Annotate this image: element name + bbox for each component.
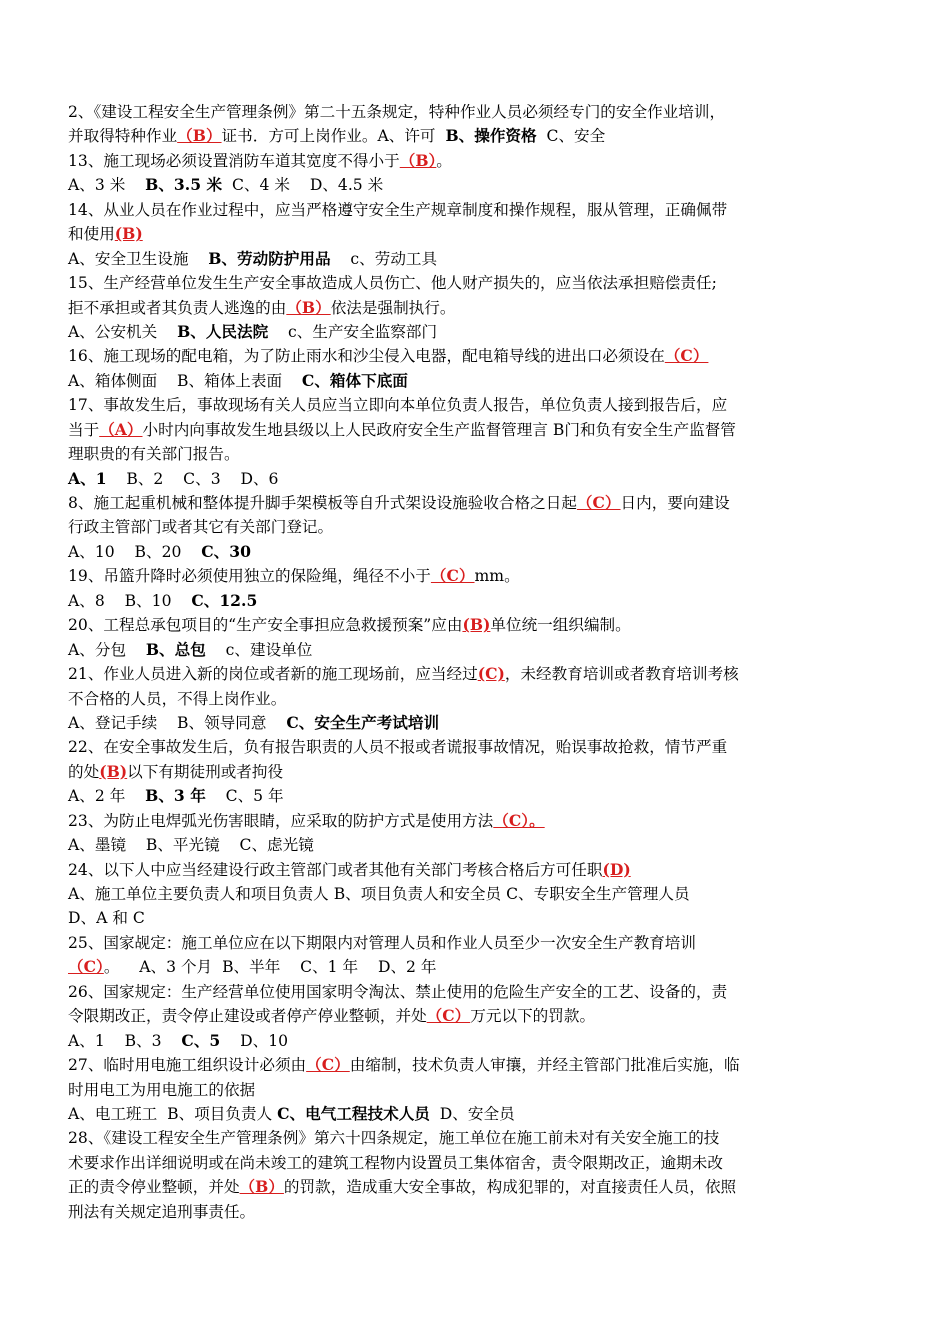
text-line: [68, 662, 883, 686]
text-line: [68, 369, 883, 393]
line-text: 21、作业人员进入新的岗位或者新的施工现场前，应当经过: [68, 665, 478, 684]
text-line: [68, 1175, 883, 1199]
text-line: [68, 100, 883, 124]
line-text: 8、施工起重机械和整体提升脚手架模板等自升式架设设施验收合格之日起: [68, 494, 577, 512]
line-text: 26、国家规定：生产经营单位使用国家明令淘汰、禁止使用的危险生产安全的工艺、设备的，责: [68, 982, 728, 1001]
line-text: 令限期改正，责令停止建设或者停产停业整顿，并处: [68, 1007, 427, 1026]
text-line: [68, 442, 883, 466]
answer-mark: （B）: [177, 126, 222, 146]
line-text: 单位统一组织编制。: [490, 616, 631, 635]
answer-mark: （C）: [68, 957, 104, 977]
question-block: [68, 100, 883, 149]
line-text: 理职贵的有关部门报告。: [68, 445, 240, 464]
answer-mark: （C）: [430, 566, 475, 586]
line-text: A、安全卫生设施: [68, 249, 209, 268]
text-line: [68, 198, 883, 222]
line-text: 27、临时用电施工组织设计必须由: [68, 1056, 307, 1075]
line-text: 的罚款，造成重大安全事故，构成犯罪的，对直接责任人员，依照: [283, 1178, 737, 1197]
answer-mark: （B）: [286, 297, 331, 317]
document-page: [68, 100, 883, 1224]
question-block: [68, 858, 883, 931]
line-text: 25、国家觇定：施工单位应在以下期限内对管理人员和作业人员至少一次安全生产教育培训: [68, 933, 696, 952]
text-line: [68, 980, 883, 1004]
line-text: A、1 B、3: [68, 1031, 182, 1050]
text-line: [68, 589, 883, 613]
text-line: [68, 515, 883, 539]
line-text: 。 A、3 个月 B、半年 C、1 年 D、2 年: [103, 958, 437, 977]
question-block: [68, 344, 883, 393]
line-text: 依法是强制执行。: [330, 298, 456, 317]
line-text: c、生产安全监察部门: [268, 322, 438, 341]
correct-option: A、1: [68, 468, 107, 488]
text-line: [68, 467, 883, 491]
line-text: 日内，要向建设: [620, 494, 730, 512]
line-text: c、劳动工具: [330, 249, 438, 268]
answer-mark: （C）: [426, 1006, 471, 1026]
text-line: [68, 393, 883, 417]
text-line: [68, 491, 883, 515]
text-line: [68, 320, 883, 344]
answer-mark: (B): [114, 224, 143, 244]
line-text: 。: [436, 151, 452, 170]
correct-option: C、安全生产考试培训: [286, 712, 440, 732]
text-line: [68, 222, 883, 246]
text-line: [68, 149, 883, 173]
line-text: B、2 C、3 D、6: [106, 469, 279, 488]
text-line: [68, 1200, 883, 1224]
text-line: [68, 418, 883, 442]
line-text: 行政主管部门或者其它有关部门登记。: [68, 518, 334, 537]
answer-mark: (B): [99, 761, 128, 781]
correct-option: C、12.5: [191, 590, 258, 610]
correct-option: C、30: [201, 541, 251, 561]
line-text: 14、从业人员在作业过程中，应当严格遵守安全生产规章制度和操作规程，服从管理，正确佩带: [68, 200, 728, 219]
text-line: [68, 1053, 883, 1077]
line-text: 19、吊篮升降时必须使用独立的保险绳，绳径不小于: [68, 567, 431, 586]
line-text: 刑法有关规定追刑事责任。: [68, 1202, 256, 1221]
text-line: [68, 760, 883, 784]
text-line: [68, 564, 883, 588]
answer-mark: （B）: [399, 150, 437, 170]
text-line: [68, 1151, 883, 1175]
line-text: A、分包: [68, 640, 146, 659]
line-text: A、箱体侧面 B、箱体上表面: [68, 371, 302, 390]
correct-option: B、3.5 米: [145, 175, 223, 195]
answer-mark: （C）。: [493, 810, 545, 830]
line-text: D、10: [220, 1031, 289, 1050]
answer-mark: （C）: [576, 493, 621, 512]
line-text: 13、施工现场必须设置消防车道其宽度不得小于: [68, 151, 400, 170]
correct-option: B、人民法院: [177, 321, 269, 341]
correct-option: C、5: [181, 1030, 221, 1050]
text-line: [68, 1102, 883, 1126]
text-line: [68, 906, 883, 930]
text-line: [68, 1004, 883, 1028]
line-text: 并取得特种作业: [68, 127, 178, 146]
text-line: [68, 124, 883, 148]
line-text: 由缩制，技术负责人审攘，并经主管部门批准后实施，临: [349, 1056, 740, 1075]
text-line: [68, 955, 883, 979]
question-block: [68, 491, 883, 564]
line-text: 小时内向事故发生地县级以上人民政府安全生产监督管理言 B门和负有安全生产监督管: [142, 420, 736, 439]
question-block: [68, 735, 883, 808]
question-block: [68, 149, 883, 198]
question-block: [68, 1126, 883, 1224]
line-text: A、公安机关: [68, 322, 178, 341]
text-line: [68, 1078, 883, 1102]
line-text: 万元以下的罚款。: [470, 1007, 596, 1026]
text-line: [68, 271, 883, 295]
question-block: [68, 613, 883, 662]
text-line: [68, 540, 883, 564]
correct-option: B、操作资格: [445, 126, 537, 146]
line-text: A、墨镜 B、平光镜 C、虑光镜: [68, 836, 314, 855]
line-text: 证书．方可上岗作业。A、许可: [221, 127, 446, 146]
answer-mark: (C): [477, 664, 505, 684]
text-line: [68, 735, 883, 759]
question-block: [68, 662, 883, 735]
line-text: 当于: [68, 420, 100, 439]
line-text: 不合格的人员，不得上岗作业。: [68, 689, 287, 708]
line-text: A、施工单位主要负责人和项目负责人 B、项目负责人和安全员 C、专职安全生产管理人员: [68, 885, 690, 903]
line-text: 24、以下人中应当经建设行政主管部门或者其他有关部门考核合格后方可任职: [68, 860, 603, 879]
line-text: 的处: [68, 762, 100, 781]
question-block: [68, 1053, 883, 1126]
correct-option: B、3 年: [145, 786, 206, 806]
line-text: c、建设单位: [205, 640, 313, 659]
text-line: [68, 344, 883, 368]
line-text: 20、工程总承包项目的“生产安全事担应急救援预案”应由: [68, 616, 463, 635]
text-line: [68, 613, 883, 637]
line-text: 拒不承担或者其负责人逃逸的由: [68, 298, 287, 317]
text-line: [68, 711, 883, 735]
line-text: C、安全: [536, 127, 606, 146]
line-text: 16、施工现场的配电箱，为了防止雨水和沙尘侵入电器，配电箱导线的进出口必须设在: [68, 347, 665, 366]
line-text: ，未经教育培训或者教育培训考核: [504, 665, 739, 684]
answer-mark: （C）: [306, 1055, 350, 1075]
question-block: [68, 271, 883, 344]
answer-mark: （C）: [664, 346, 709, 366]
line-text: 17、事故发生后，事故现场有关人员应当立即向本单位负责人报告，单位负责人接到报告后，应: [68, 396, 728, 415]
line-text: D、安全员: [429, 1104, 515, 1123]
line-text: A、10 B、20: [68, 542, 202, 561]
text-line: [68, 1126, 883, 1150]
line-text: 15、生产经营单位发生生产安全事故造成人员伤亡、他人财产损失的，应当依法承担赔偿责任;: [68, 274, 717, 293]
text-line: [68, 784, 883, 808]
line-text: 术要求作出详细说明或在尚未竣工的建筑工程物内设置员工集体宿舍，责令限期改正，逾期未改: [68, 1153, 723, 1172]
line-text: 正的责令停业整顿，并处: [68, 1178, 240, 1197]
line-text: 和使用: [68, 225, 115, 244]
text-line: [68, 687, 883, 711]
question-block: [68, 564, 883, 613]
question-block: [68, 198, 883, 271]
line-text: 以下有期徒刑或者拘役: [127, 762, 284, 781]
line-text: A、3 米: [68, 176, 146, 195]
text-line: [68, 833, 883, 857]
line-text: 23、为防止电焊弧光伤害眼睛，应采取的防护方式是使用方法: [68, 811, 494, 830]
text-line: [68, 247, 883, 271]
question-block: [68, 809, 883, 858]
text-line: [68, 1029, 883, 1053]
correct-option: C、箱体下底面: [301, 370, 408, 390]
correct-option: C、电气工程技术人员: [277, 1103, 430, 1123]
correct-option: B、总包: [145, 639, 206, 659]
line-text: A、电工班工 B、项目负责人: [68, 1104, 278, 1123]
answer-mark: （A）: [99, 419, 143, 439]
line-text: 时用电工为用电施工的依据: [68, 1080, 256, 1099]
text-line: [68, 858, 883, 882]
line-text: A、8 B、10: [68, 591, 192, 610]
text-line: [68, 173, 883, 197]
text-line: [68, 809, 883, 833]
line-text: A、登记手续 B、领导同意: [68, 713, 287, 732]
question-block: [68, 393, 883, 491]
line-text: D、A 和 C: [68, 909, 145, 928]
text-line: [68, 296, 883, 320]
line-text: mm。: [474, 567, 520, 586]
line-text: A、2 年: [68, 787, 146, 806]
question-block: [68, 980, 883, 1053]
text-line: [68, 638, 883, 662]
answer-mark: （B）: [239, 1177, 284, 1197]
line-text: C、4 米 D、4.5 米: [222, 176, 384, 195]
line-text: C、5 年: [205, 787, 284, 806]
question-block: [68, 931, 883, 980]
answer-mark: (D): [602, 859, 631, 879]
line-text: 22、在安全事故发生后，负有报告职责的人员不报或者谎报事故情况，贻误事故抢救，情节严重: [68, 738, 728, 757]
text-line: [68, 931, 883, 955]
correct-option: B、劳动防护用品: [208, 248, 331, 268]
line-text: 2、《建设工程安全生产管理条例》第二十五条规定，特种作业人员必须经专门的安全作业培训，: [68, 103, 726, 121]
text-line: [68, 882, 883, 906]
answer-mark: (B): [462, 615, 491, 635]
line-text: 28、《建设工程安全生产管理条例》第六十四条规定，施工单位在施工前未对有关安全施工的技: [68, 1129, 720, 1148]
